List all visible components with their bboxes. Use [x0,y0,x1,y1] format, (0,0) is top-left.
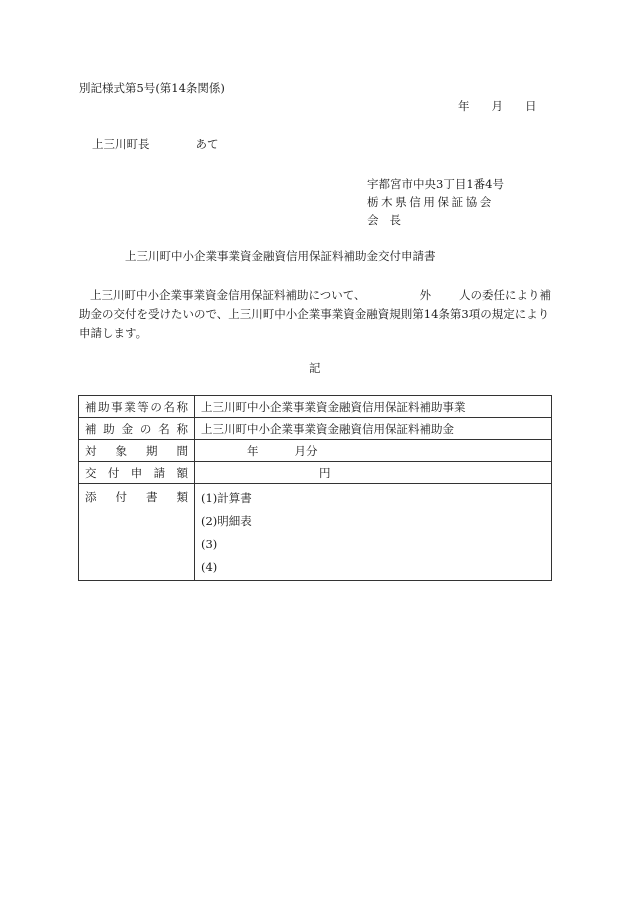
body-line-1-part-c: 人の委任により補 [459,288,552,302]
addressee [92,137,219,151]
row-value: 上三川町中小企業事業資金融資信用保証料補助事業 [195,396,552,418]
label-char: 業 [124,399,136,414]
label-char: 助 [103,421,115,436]
body-line-1-part-a: 上三川町中小企業事業資金信用保証料補助について、 [90,288,366,302]
attachment-item: (4) [201,560,218,574]
label-char: 申 [130,465,143,480]
table-row [79,440,552,462]
label-char: 称 [176,399,188,414]
label-char: 対 [85,443,97,458]
attachment-item: (1)計算書 [201,491,252,505]
document-title: 上三川町中小企業事業資金融資信用保証料補助金交付申請書 [125,249,436,263]
period-year-label: 年 [247,443,259,458]
label-char: 付 [107,465,120,480]
date-year-label: 年 [458,99,470,113]
table-row [79,484,552,581]
body-line-3: 申請します。 [79,326,148,340]
label-char: 助 [98,399,110,414]
sender-title [367,213,504,231]
table-row [79,396,552,418]
ki-heading: 記 [309,361,321,375]
row-label [79,440,195,462]
period-month-label: 月分 [294,443,318,458]
amount-unit-label: 円 [319,465,331,480]
detail-table [78,395,552,581]
attachment-item: (2)明細表 [201,514,252,528]
label-char: 書 [146,490,158,504]
body-text [79,286,555,343]
label-char: 期 [146,443,158,458]
attachment-item: (3) [201,537,218,551]
sender-title-char: 長 [389,213,401,227]
table-row [79,418,552,440]
sender-organization: 栃木県信用保証協会 [367,195,494,209]
label-char: 名 [158,421,170,436]
label-char: 金 [121,421,134,436]
sender-block [367,177,504,231]
label-char: 間 [176,443,188,458]
row-value: 上三川町中小企業事業資金融資信用保証料補助金 [195,418,552,440]
label-char: 補 [85,399,97,414]
label-char: 添 [85,490,97,504]
date-line [458,99,537,113]
label-char: 交 [85,465,97,480]
label-char: の [139,421,152,436]
label-char: の [150,399,162,414]
body-line-1 [79,286,555,305]
period-value [195,440,552,462]
label-char: 請 [153,465,166,480]
row-label [79,418,195,440]
body-line-1-part-b: 外 [419,288,432,302]
label-char: 称 [176,421,188,436]
label-char: 類 [176,490,188,504]
amount-value [195,462,552,484]
label-char: 付 [115,490,127,504]
label-char: 名 [163,399,175,414]
date-day-label: 日 [525,99,537,113]
row-label [79,484,195,581]
addressee-suffix: あて [195,137,219,151]
date-month-label: 月 [491,99,503,113]
label-char: 事 [111,399,123,414]
row-label [79,462,195,484]
addressee-name: 上三川町長 [92,137,150,151]
sender-address: 宇都宮市中央3丁目1番4号 [367,177,504,191]
sender-title-char: 会 [367,213,379,227]
table-row [79,462,552,484]
attachments-list [195,484,552,581]
label-char: 象 [115,443,127,458]
label-char: 等 [137,399,149,414]
row-label [79,396,195,418]
body-line-2: 助金の交付を受けたいので、上三川町中小企業事業資金融資規則第14条第3項の規定により [79,307,550,321]
label-char: 額 [176,465,188,480]
form-number: 別記様式第5号(第14条関係) [79,81,225,95]
label-char: 補 [85,421,97,436]
